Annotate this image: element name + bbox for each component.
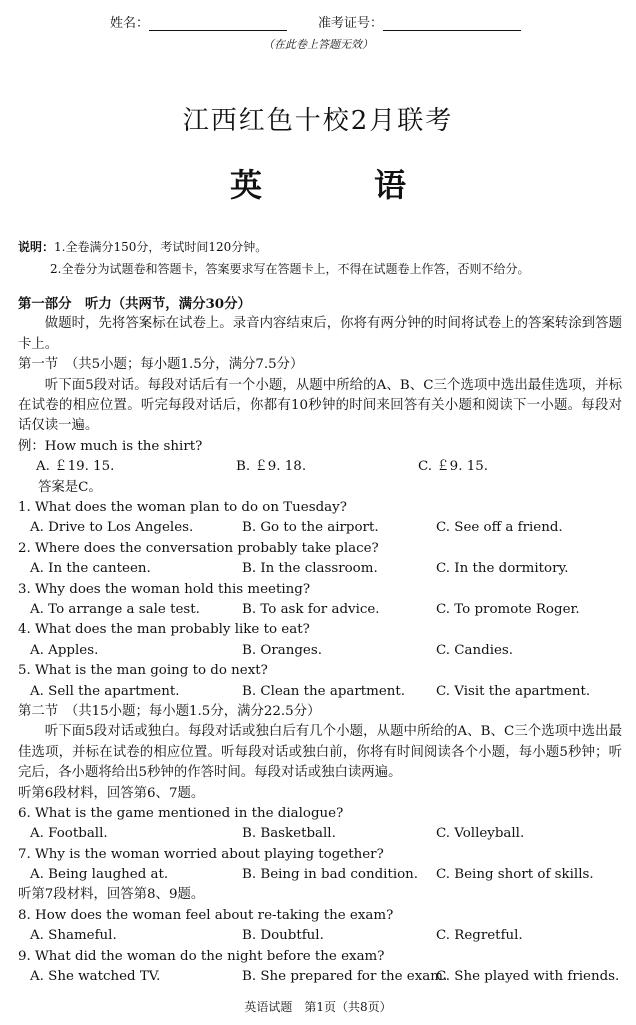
question-8-options <box>18 926 622 946</box>
question-3-options <box>18 600 622 620</box>
example-question: 例：How much is the shirt? <box>18 438 203 454</box>
question-1-options <box>18 518 622 538</box>
option-b: B. In the classroom. <box>242 561 378 577</box>
option-b: B. Doubtful. <box>242 928 324 944</box>
option-b: B. To ask for advice. <box>242 601 380 617</box>
option-b: B. Basketball. <box>242 826 336 842</box>
example-option-a: A. ￡19. 15. <box>36 459 115 475</box>
question-9-options <box>18 967 622 987</box>
exam-number-label: 准考证号： <box>318 16 384 31</box>
question-2: 2. Where does the conversation probably take place? <box>18 540 379 556</box>
option-c: C. She played with friends. <box>436 969 620 985</box>
option-a: A. To arrange a sale test. <box>30 601 200 617</box>
part1-heading: 第一部分 听力（共两节，满分30分） <box>18 296 251 312</box>
question-1: 1. What does the woman plan to do on Tuesday? <box>18 499 347 515</box>
section1-heading: 第一节 （共5小题；每小题1.5分，满分7.5分） <box>18 357 304 373</box>
question-9: 9. What did the woman do the night before the exam? <box>18 948 385 964</box>
option-b: B. Clean the apartment. <box>242 683 406 699</box>
question-4: 4. What does the man probably like to eat? <box>18 622 310 638</box>
option-b: B. Oranges. <box>242 642 322 658</box>
example-answer: 答案是C。 <box>38 479 102 495</box>
subject-title: 英 语 <box>229 166 446 204</box>
example-option-b: B. ￡9. 18. <box>236 459 307 475</box>
question-4-options <box>18 641 622 661</box>
option-a: A. Being laughed at. <box>30 867 169 883</box>
question-6: 6. What is the game mentioned in the dialogue? <box>18 805 344 821</box>
question-3: 3. Why does the woman hold this meeting? <box>18 581 310 597</box>
part1-intro: 做题时，先将答案标在试卷上。录音内容结束后，你将有两分钟的时间将试卷上的答案转涂到答题卡上。 <box>18 316 622 352</box>
option-c: C. Visit the apartment. <box>436 683 591 699</box>
section2-heading: 第二节 （共15小题；每小题1.5分，满分22.5分） <box>18 703 321 719</box>
option-a: A. Drive to Los Angeles. <box>30 520 194 536</box>
school-title: 江西红色十校2月联考 <box>182 106 454 136</box>
option-b: B. Being in bad condition. <box>242 867 419 883</box>
exam-body <box>18 294 622 987</box>
name-label: 姓名： <box>110 16 150 31</box>
option-c: C. Being short of skills. <box>436 867 594 883</box>
material-7-note: 听第7段材料，回答第8、9题。 <box>18 887 205 903</box>
option-c: C. Candies. <box>436 642 514 658</box>
option-a: A. Shameful. <box>30 928 117 944</box>
option-c: C. See off a friend. <box>436 520 563 536</box>
option-a: A. Apples. <box>30 642 99 658</box>
invalid-notice: （在此卷上答题无效） <box>263 38 373 51</box>
question-8: 8. How does the woman feel about re-taking the exam? <box>18 907 394 923</box>
instruction-1: 说明：1.全卷满分150分，考试时间120分钟。 <box>18 240 268 254</box>
exam-number-field <box>318 12 521 31</box>
example-option-c: C. ￡9. 15. <box>418 459 488 475</box>
question-5-options <box>18 682 622 702</box>
exam-number-blank <box>383 16 521 31</box>
question-2-options <box>18 559 622 579</box>
option-c: C. To promote Roger. <box>436 601 580 617</box>
option-b: B. She prepared for the exam. <box>242 969 448 985</box>
instruction-label: 说明： <box>18 240 55 254</box>
option-b: B. Go to the airport. <box>242 520 379 536</box>
question-7-options <box>18 865 622 885</box>
question-5: 5. What is the man going to do next? <box>18 663 268 679</box>
option-a: A. In the canteen. <box>30 561 151 577</box>
name-blank <box>149 16 287 31</box>
name-field <box>110 12 287 31</box>
option-c: C. Regretful. <box>436 928 523 944</box>
instruction-2: 2.全卷分为试题卷和答题卡，答案要求写在答题卡上，不得在试题卷上作答，否则不给分。 <box>50 262 530 276</box>
option-a: A. Sell the apartment. <box>30 683 180 699</box>
section1-intro: 听下面5段对话。每段对话后有一个小题，从题中所给的A、B、C三个选项中选出最佳选项，并标在试卷的相应位置。听完每段对话后，你都有10秒钟的时间来回答有关小题和阅读下一小题。每段对话仅读一遍。 <box>18 377 622 434</box>
option-c: C. In the dormitory. <box>436 561 569 577</box>
option-c: C. Volleyball. <box>436 826 525 842</box>
option-a: A. Football. <box>30 826 108 842</box>
material-6-note: 听第6段材料，回答第6、7题。 <box>18 785 205 801</box>
question-6-options <box>18 824 622 844</box>
option-a: A. She watched TV. <box>30 969 161 985</box>
question-7: 7. Why is the woman worried about playing together? <box>18 846 384 862</box>
page-footer: 英语试题 第1页（共8页） <box>244 1000 392 1014</box>
example-options <box>18 457 622 477</box>
section2-intro: 听下面5段对话或独白。每段对话或独白后有几个小题，从题中所给的A、B、C三个选项中选出最佳选项，并标在试卷的相应位置。听每段对话或独白前，你将有时间阅读各个小题，每小题5秒钟；听完后，各小题将给出5秒钟的作答时间。每段对话或独白读两遍。 <box>18 724 622 781</box>
